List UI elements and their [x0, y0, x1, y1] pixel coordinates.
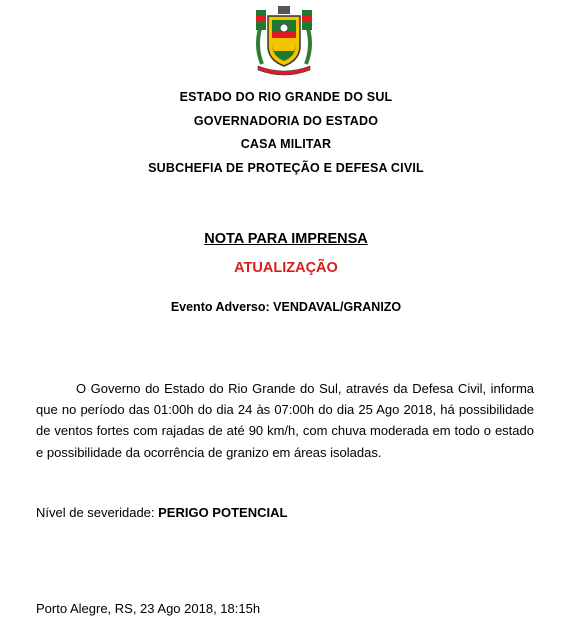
- body-paragraph: O Governo do Estado do Rio Grande do Sul, através da Defesa Civil, informa que no período das 01:00h do dia 24 às 07:00h do dia 25 Ago 2018, há possibilidade de ventos fortes com rajadas de até 90 km/h, com chuva moderada em todo o estado e possibilidade da ocorrência de granizo em áreas isoladas.: [36, 381, 534, 460]
- dateline: Porto Alegre, RS, 23 Ago 2018, 18:15h: [36, 601, 261, 616]
- severity-value: PERIGO POTENCIAL: [158, 505, 288, 520]
- severity-line: [36, 505, 287, 520]
- header-line-civil-defense: SUBCHEFIA DE PROTEÇÃO E DEFESA CIVIL: [148, 160, 424, 175]
- event-line: Evento Adverso: VENDAVAL/GRANIZO: [170, 300, 402, 314]
- coat-of-arms-icon: [252, 4, 316, 76]
- header-line-state: ESTADO DO RIO GRANDE DO SUL: [179, 90, 393, 104]
- document-title: NOTA PARA IMPRENSA: [204, 231, 368, 247]
- institution-header: [0, 86, 572, 180]
- severity-label: Nível de severidade:: [36, 505, 159, 520]
- update-label: ATUALIZAÇÃO: [234, 260, 338, 276]
- header-line-governorate: GOVERNADORIA DO ESTADO: [193, 113, 379, 128]
- press-note-body: [36, 378, 534, 463]
- header-line-military-house: CASA MILITAR: [240, 137, 332, 151]
